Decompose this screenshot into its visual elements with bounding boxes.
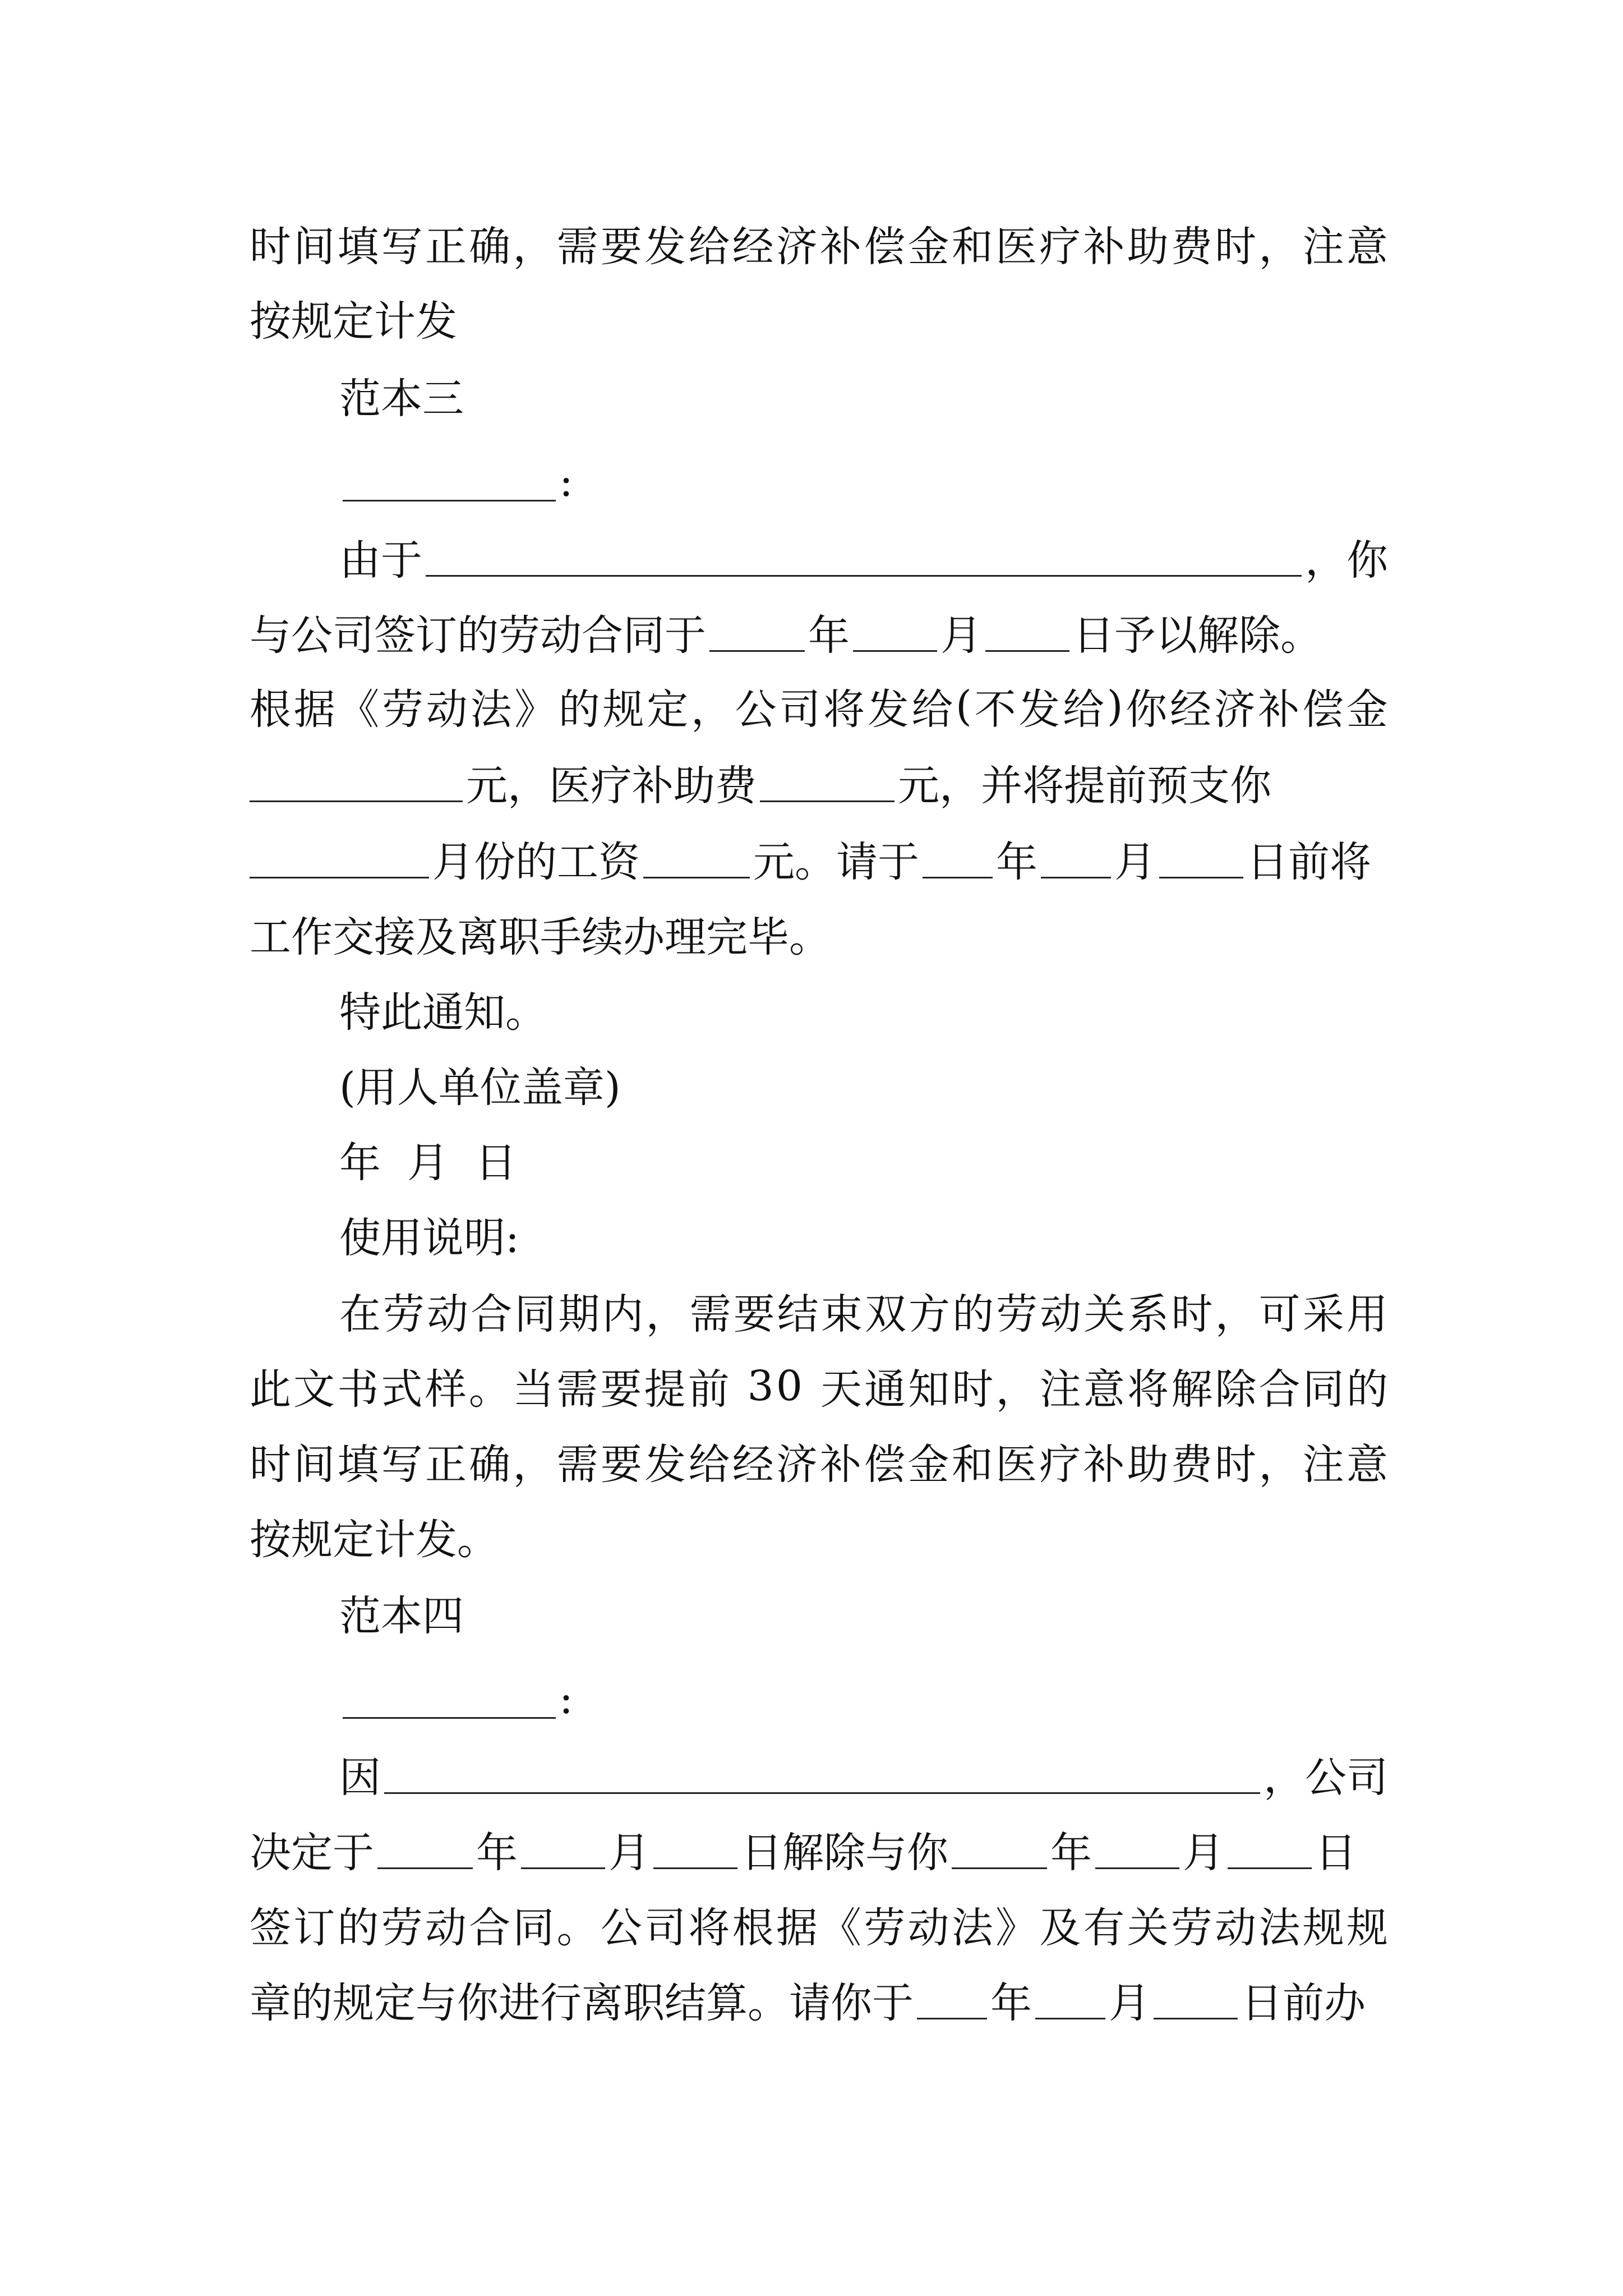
glyph: 解 xyxy=(1171,1365,1213,1414)
glyph: 时 xyxy=(250,223,291,271)
glyph: 正 xyxy=(425,223,467,271)
glyph: 助 xyxy=(1127,1441,1169,1489)
glyph: 要 xyxy=(600,1441,642,1489)
glyph: 意 xyxy=(1346,223,1388,271)
glyph: 劳 xyxy=(382,685,424,734)
glyph: 金 xyxy=(907,223,949,271)
line-text: 与公司签订的劳动合同于 xyxy=(250,611,706,660)
glyph: 经 xyxy=(732,1441,774,1489)
reason-blank xyxy=(426,538,1302,577)
year-blank xyxy=(923,840,993,878)
glyph: 经 xyxy=(732,223,774,271)
text-line xyxy=(250,1423,1388,1500)
text-line xyxy=(250,279,1388,357)
glyph: 给 xyxy=(688,1441,730,1489)
glyph: 填 xyxy=(337,1441,379,1489)
glyph: ， xyxy=(995,1365,1038,1414)
month-count-blank xyxy=(250,840,429,878)
glyph: 期 xyxy=(558,1290,600,1338)
glyph: 注 xyxy=(1039,1365,1081,1414)
glyph: 除 xyxy=(1215,1365,1257,1414)
glyph: ) xyxy=(1106,682,1123,730)
text-line xyxy=(339,1196,1388,1273)
line-text: 年 xyxy=(476,1829,518,1877)
glyph: 合 xyxy=(1258,1365,1301,1414)
text-line xyxy=(250,820,1388,898)
glyph: 劳 xyxy=(383,1290,425,1338)
glyph: 将 xyxy=(688,1904,730,1952)
text-line xyxy=(250,1886,1388,1963)
text-line xyxy=(339,1046,1388,1123)
glyph: 在 xyxy=(339,1290,381,1338)
line-text: 日解除与你 xyxy=(741,1829,948,1877)
line-text: ，你 xyxy=(1305,536,1388,585)
glyph: 天 xyxy=(820,1365,862,1414)
glyph: ， xyxy=(1258,1441,1301,1489)
glyph: 需 xyxy=(556,223,598,271)
line-text: 按规定计发。 xyxy=(250,1516,499,1564)
line-text: ，公司 xyxy=(1264,1754,1388,1802)
glyph: 需 xyxy=(556,1441,598,1489)
glyph: 。 xyxy=(556,1904,598,1952)
text-line xyxy=(250,1811,1388,1888)
glyph: 时 xyxy=(1171,1290,1213,1338)
line-text: (用人单位盖章) xyxy=(339,1064,621,1112)
glyph: 可 xyxy=(1258,1290,1301,1338)
text-line xyxy=(250,1961,1388,2039)
glyph: 时 xyxy=(1215,223,1257,271)
glyph: 时 xyxy=(1215,1441,1257,1489)
glyph: 偿 xyxy=(1302,685,1344,734)
glyph: 当 xyxy=(513,1365,555,1414)
glyph: 公 xyxy=(600,1904,642,1952)
glyph: 动 xyxy=(426,685,468,734)
glyph: 补 xyxy=(1083,223,1125,271)
line-text: 日前将 xyxy=(1247,838,1371,886)
glyph: 《 xyxy=(820,1904,862,1952)
glyph: 时 xyxy=(250,1441,291,1489)
glyph: 合 xyxy=(471,1290,513,1338)
glyph: ， xyxy=(513,223,555,271)
glyph: 和 xyxy=(951,1441,993,1489)
reason-blank xyxy=(384,1755,1260,1794)
glyph: 提 xyxy=(644,1365,686,1414)
glyph: 注 xyxy=(1302,223,1344,271)
glyph: 用 xyxy=(1346,1290,1388,1338)
glyph: 文 xyxy=(293,1365,335,1414)
day-blank xyxy=(1228,1830,1312,1869)
glyph: 劳 xyxy=(1170,1904,1212,1952)
line-text: 决定于 xyxy=(250,1829,374,1877)
glyph: 规 xyxy=(602,685,644,734)
glyph: 发 xyxy=(1018,685,1061,734)
glyph: 动 xyxy=(1215,1904,1257,1952)
month-blank xyxy=(1035,1981,1105,2019)
glyph: 根 xyxy=(732,1904,774,1952)
line-text: 月 xyxy=(1114,838,1156,886)
glyph: 医 xyxy=(995,223,1037,271)
glyph: 动 xyxy=(425,1904,467,1952)
line-text: 日 xyxy=(1315,1829,1357,1877)
glyph: 前 xyxy=(688,1365,730,1414)
glyph: 签 xyxy=(250,1904,291,1952)
glyph: ， xyxy=(1258,223,1301,271)
glyph: 书 xyxy=(337,1365,379,1414)
glyph: 双 xyxy=(864,1290,906,1338)
line-text: 特此通知。 xyxy=(339,988,547,1037)
glyph: 动 xyxy=(1040,1290,1082,1338)
glyph: 经 xyxy=(1169,685,1211,734)
line-text: 使用说明: xyxy=(339,1214,519,1262)
colon: : xyxy=(559,1675,573,1723)
glyph: 将 xyxy=(1127,1365,1169,1414)
month-blank xyxy=(1095,1830,1179,1869)
glyph: 正 xyxy=(425,1441,467,1489)
glyph: 疗 xyxy=(1039,1441,1081,1489)
glyph: 公 xyxy=(735,685,777,734)
glyph: 劳 xyxy=(381,1904,423,1952)
glyph xyxy=(732,1362,745,1410)
glyph: 有 xyxy=(1083,1904,1125,1952)
glyph: 要 xyxy=(600,1365,642,1414)
glyph: 补 xyxy=(1258,685,1300,734)
glyph: 关 xyxy=(1083,1290,1126,1338)
glyph: 的 xyxy=(952,1290,994,1338)
glyph: 写 xyxy=(381,1441,423,1489)
glyph: 合 xyxy=(469,1904,511,1952)
glyph: 据 xyxy=(776,1904,818,1952)
text-line xyxy=(339,1272,1388,1350)
glyph: 法 xyxy=(1258,1904,1301,1952)
glyph: 济 xyxy=(776,1441,818,1489)
text-line xyxy=(339,970,1388,1048)
glyph xyxy=(805,1362,818,1410)
heading-text: 范本三 xyxy=(339,375,464,423)
glyph: 医 xyxy=(995,1441,1037,1489)
glyph: 确 xyxy=(469,223,511,271)
glyph: 注 xyxy=(1302,1441,1344,1489)
glyph: 3 xyxy=(747,1362,774,1410)
glyph: 方 xyxy=(909,1290,951,1338)
glyph: ， xyxy=(1215,1290,1257,1338)
line-text: 月 xyxy=(608,1829,650,1877)
day-blank xyxy=(985,613,1069,652)
line-text: 工作交接及离职手续办理完毕。 xyxy=(250,913,831,961)
glyph: 束 xyxy=(820,1290,863,1338)
line-text: 元，医疗补助费 xyxy=(466,762,757,810)
glyph: 规 xyxy=(1346,1904,1388,1952)
year-blank xyxy=(709,613,805,652)
line-text: 月 xyxy=(1183,1829,1224,1877)
glyph: 根 xyxy=(250,685,291,734)
glyph: 意 xyxy=(1083,1365,1125,1414)
glyph: 金 xyxy=(907,1441,949,1489)
glyph: 需 xyxy=(556,1365,598,1414)
glyph: 法 xyxy=(470,685,512,734)
text-line xyxy=(250,744,1388,821)
glyph: 要 xyxy=(733,1290,775,1338)
month-blank xyxy=(521,1830,605,1869)
glyph: 动 xyxy=(907,1904,949,1952)
line-text: 年 xyxy=(996,838,1038,886)
glyph: 劳 xyxy=(864,1904,906,1952)
day-blank xyxy=(653,1830,737,1869)
glyph: 意 xyxy=(1346,1441,1388,1489)
section-heading xyxy=(339,357,1388,434)
glyph: 同 xyxy=(514,1290,556,1338)
glyph: 不 xyxy=(974,685,1016,734)
line-text: 因 xyxy=(339,1754,381,1802)
line-text: 日前办 xyxy=(1241,1979,1366,2027)
compensation-blank xyxy=(250,763,463,802)
glyph: 0 xyxy=(776,1362,803,1410)
glyph: 给 xyxy=(1062,685,1104,734)
recipient-blank xyxy=(343,1680,556,1719)
glyph: 采 xyxy=(1302,1290,1344,1338)
line-text: 日予以解除。 xyxy=(1073,611,1322,660)
text-line xyxy=(250,668,1388,745)
glyph: 《 xyxy=(338,685,380,734)
glyph: 结 xyxy=(777,1290,819,1338)
glyph: 动 xyxy=(427,1290,469,1338)
glyph: 填 xyxy=(337,223,379,271)
glyph: 发 xyxy=(644,223,686,271)
glyph: 助 xyxy=(1127,223,1169,271)
line-text: 元，并将提前预支你 xyxy=(898,762,1271,810)
text-line xyxy=(250,895,1388,973)
line-text: 月 xyxy=(1109,1979,1150,2027)
glyph: 》 xyxy=(995,1904,1037,1952)
glyph: ， xyxy=(645,1290,688,1338)
glyph: 订 xyxy=(293,1904,335,1952)
month-blank xyxy=(1041,840,1111,878)
glyph: 的 xyxy=(337,1904,379,1952)
glyph: 补 xyxy=(820,1441,862,1489)
line-text: 按规定计发 xyxy=(250,297,457,346)
day-blank xyxy=(1154,1981,1238,2019)
glyph: 发 xyxy=(644,1441,686,1489)
glyph: 定 xyxy=(647,685,689,734)
text-line xyxy=(250,593,1388,671)
glyph: 写 xyxy=(381,223,423,271)
glyph: 要 xyxy=(600,223,642,271)
glyph: 偿 xyxy=(864,223,906,271)
line-text: 年 xyxy=(1050,1829,1092,1877)
glyph: ， xyxy=(513,1441,555,1489)
recipient-line xyxy=(339,443,1388,521)
glyph: 间 xyxy=(293,1441,335,1489)
glyph: 同 xyxy=(513,1904,555,1952)
date-line xyxy=(339,1121,1388,1198)
glyph: 知 xyxy=(908,1365,950,1414)
glyph: 和 xyxy=(951,223,993,271)
wage-blank xyxy=(643,840,750,878)
line-text: 章的规定与你进行离职结算。请你于 xyxy=(250,1979,914,2027)
text-line xyxy=(339,1736,1388,1813)
glyph: 补 xyxy=(820,223,862,271)
glyph: 济 xyxy=(1214,685,1256,734)
glyph: 金 xyxy=(1346,685,1388,734)
glyph: 偿 xyxy=(864,1441,906,1489)
glyph: 费 xyxy=(1170,223,1212,271)
glyph: ， xyxy=(690,685,732,734)
glyph: 劳 xyxy=(996,1290,1038,1338)
glyph: 确 xyxy=(469,1441,511,1489)
glyph: 需 xyxy=(689,1290,731,1338)
glyph: 关 xyxy=(1127,1904,1169,1952)
glyph: 法 xyxy=(951,1904,993,1952)
line-text: 月 xyxy=(940,611,982,660)
glyph: 时 xyxy=(952,1365,994,1414)
text-line xyxy=(250,1347,1388,1425)
medical-subsidy-blank xyxy=(760,763,895,802)
line-text: 年 xyxy=(808,611,850,660)
colon: : xyxy=(559,458,573,506)
text-line xyxy=(250,205,1388,282)
line-text: 年 xyxy=(990,1979,1032,2027)
glyph: 样 xyxy=(425,1365,467,1414)
glyph: 司 xyxy=(779,685,821,734)
glyph: 式 xyxy=(381,1365,423,1414)
glyph: 补 xyxy=(1083,1441,1125,1489)
recipient-line xyxy=(339,1660,1388,1738)
month-blank xyxy=(853,613,937,652)
line-text: 由于 xyxy=(339,536,422,585)
year-blank xyxy=(917,1981,987,2019)
text-line xyxy=(250,1498,1388,1575)
line-text: 年 月 日 xyxy=(339,1139,517,1187)
day-blank xyxy=(1159,840,1243,878)
glyph: 。 xyxy=(468,1365,510,1414)
glyph: 的 xyxy=(1346,1365,1388,1414)
year-blank xyxy=(377,1830,473,1869)
section-heading xyxy=(339,1574,1388,1651)
glyph: 此 xyxy=(250,1365,291,1414)
glyph: 的 xyxy=(558,685,600,734)
glyph: 据 xyxy=(293,685,335,734)
glyph: 将 xyxy=(823,685,865,734)
glyph: 内 xyxy=(602,1290,644,1338)
glyph: 济 xyxy=(776,223,818,271)
glyph: 系 xyxy=(1127,1290,1169,1338)
heading-text: 范本四 xyxy=(339,1592,464,1640)
line-text: 元。请于 xyxy=(753,838,919,886)
glyph: 给 xyxy=(688,223,730,271)
line-text: 月份的工资 xyxy=(432,838,640,886)
glyph: 通 xyxy=(864,1365,906,1414)
year-blank xyxy=(952,1830,1047,1869)
glyph: 同 xyxy=(1302,1365,1344,1414)
glyph: 司 xyxy=(644,1904,686,1952)
text-line xyxy=(339,518,1388,596)
glyph: 你 xyxy=(1126,685,1168,734)
glyph: 疗 xyxy=(1039,223,1081,271)
glyph: 》 xyxy=(514,685,556,734)
glyph: ( xyxy=(956,682,972,730)
glyph: 发 xyxy=(867,685,909,734)
glyph: 间 xyxy=(293,223,335,271)
glyph: 规 xyxy=(1302,1904,1344,1952)
glyph: 费 xyxy=(1170,1441,1212,1489)
glyph: 及 xyxy=(1039,1904,1081,1952)
glyph: 给 xyxy=(911,685,953,734)
recipient-blank xyxy=(343,463,556,501)
